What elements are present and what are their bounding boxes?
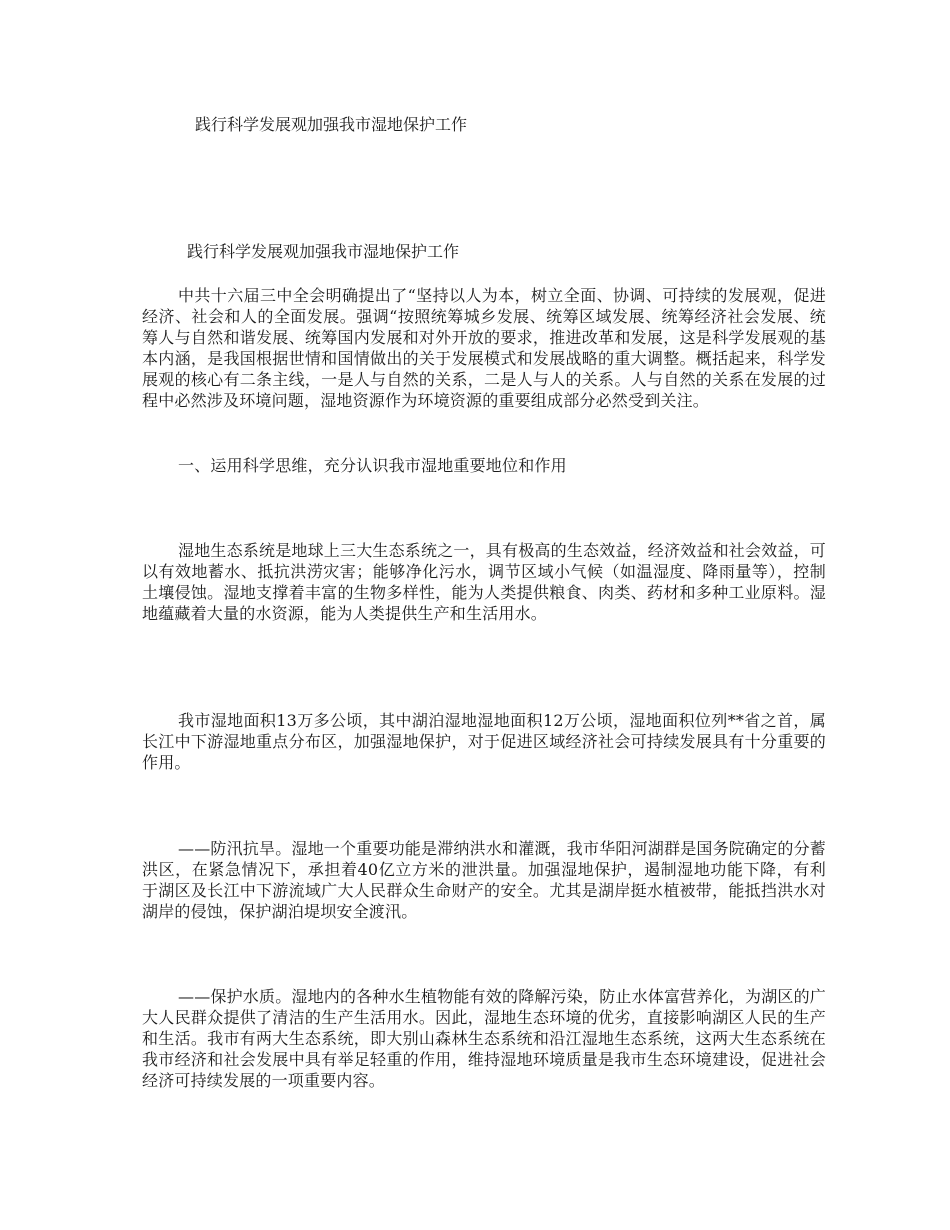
paragraph-wetland-area: 我市湿地面积13万多公顷，其中湖泊湿地湿地面积12万公顷，湿地面积位列**省之首，属长江中下游湿地重点分布区，加强湿地保护，对于促进区域经济社会可持续发展具有十分重要的作用。 bbox=[142, 711, 826, 772]
paragraph-wetland-ecosystem: 湿地生态系统是地球上三大生态系统之一，具有极高的生态效益，经济效益和社会效益，可以有效地蓄水、抵抗洪涝灾害；能够净化污水，调节区域小气候（如温湿度、降雨量等），控制土壤侵蚀。湿地支撑着丰富的生物多样性，能为人类提供粮食、肉类、药材和多种工业原料。湿地蕴藏着大量的水资源，能为人类提供生产和生活用水。 bbox=[142, 541, 827, 623]
document-title: 践行科学发展观加强我市湿地保护工作 bbox=[195, 115, 468, 134]
paragraph-intro: 中共十六届三中全会明确提出了“坚持以人为本，树立全面、协调、可持续的发展观，促进经济、社会和人的全面发展。强调“按照统筹城乡发展、统筹区域发展、统筹经济社会发展、统筹人与自然和谐发展、统筹国内发展和对外开放的要求，推进改革和发展，这是科学发展观的基本内涵，是我国根据世情和国情做出的关于发展模式和发展战略的重大调整。概括起来，科学发展观的核心有二条主线，一是人与自然的关系，二是人与人的关系。人与自然的关系在发展的过程中必然涉及环境问题，湿地资源作为环境资源的重要组成部分必然受到关注。 bbox=[142, 286, 826, 410]
document-subtitle: 践行科学发展观加强我市湿地保护工作 bbox=[187, 242, 460, 261]
paragraph-flood-control: ——防汛抗旱。湿地一个重要功能是滞纳洪水和灌溉，我市华阳河湖群是国务院确定的分蓄洪区，在紧急情况下，承担着40亿立方米的泄洪量。加强湿地保护，遏制湿地功能下降，有利于湖区及长江中下游流域广大人民群众生命财产的安全。尤其是湖岸挺水植被带，能抵挡洪水对湖岸的侵蚀，保护湖泊堤坝安全渡汛。 bbox=[142, 839, 827, 921]
paragraph-water-quality: ——保护水质。湿地内的各种水生植物能有效的降解污染，防止水体富营养化，为湖区的广大人民群众提供了清洁的生产生活用水。因此，湿地生态环境的优劣，直接影响湖区人民的生产和生活。我市有两大生态系统，即大别山森林生态系统和沿江湿地生态系统，这两大生态系统在我市经济和社会发展中具有举足轻重的作用，维持湿地环境质量是我市生态环境建设，促进社会经济可持续发展的一项重要内容。 bbox=[142, 987, 827, 1090]
section-heading-1: 一、运用科学思维，充分认识我市湿地重要地位和作用 bbox=[178, 456, 567, 475]
